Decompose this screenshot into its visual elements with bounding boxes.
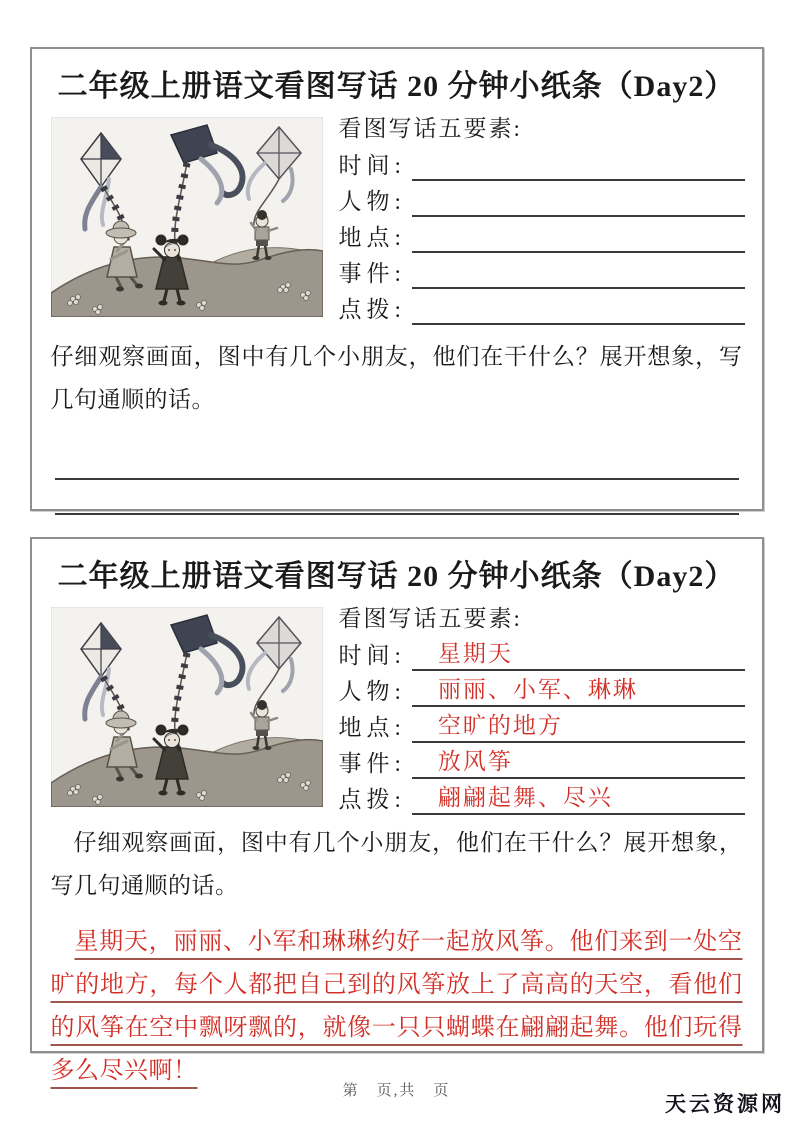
worksheet-card-answered: [30, 537, 764, 1084]
field-row-people: [339, 671, 745, 707]
field-label-time: 时间:: [338, 643, 406, 668]
field-input-line-hint[interactable]: [412, 293, 745, 325]
field-input-line-hint[interactable]: [412, 783, 745, 815]
field-label-hint: 点拨:: [338, 787, 406, 812]
field-input-line-time[interactable]: [412, 639, 745, 671]
field-row-time: [339, 145, 745, 181]
field-input-line-event[interactable]: [412, 257, 745, 289]
card-content-row: [49, 603, 745, 815]
essentials-heading: 看图写话五要素:: [338, 606, 522, 631]
prompt-text: 仔细观察画面，图中有几个小朋友，他们在干什么？展开想象，写几句通顺的话。: [50, 344, 743, 412]
essentials-fields: [331, 603, 745, 815]
writing-line[interactable]: [55, 445, 739, 480]
field-label-hint: 点拨:: [338, 297, 406, 322]
field-label-people: 人物:: [338, 679, 406, 704]
card-title: 二年级上册语文看图写话 20 分钟小纸条（Day2）: [57, 70, 736, 103]
field-input-line-people[interactable]: [412, 185, 745, 217]
field-value-hint: 翩翩起舞、尽兴: [437, 785, 613, 810]
field-input-line-event[interactable]: [412, 747, 745, 779]
field-label-place: 地点:: [338, 225, 406, 250]
field-input-line-time[interactable]: [412, 149, 745, 181]
field-input-line-place[interactable]: [412, 711, 745, 743]
children-flying-kites-illustration: [51, 117, 323, 317]
field-row-place: [339, 217, 745, 253]
worksheet-card-blank: [30, 47, 764, 511]
prompt-text: 仔细观察画面，图中有几个小朋友，他们在干什么？展开想象，写几句通顺的话。: [50, 830, 743, 898]
writing-lines: [55, 445, 739, 550]
field-row-hint: [339, 289, 745, 325]
field-row-event: [339, 743, 745, 779]
field-input-line-people[interactable]: [412, 675, 745, 707]
field-label-time: 时间:: [338, 153, 406, 178]
answer-paragraph: 星期天，丽丽、小军和琳琳约好一起放风筝。他们来到一处空旷的地方，每个人都把自己到的风筝放上了高高的天空，看他们的风筝在空中飘呀飘的，就像一只只蝴蝶在翩翩起舞。他们玩得多么尽兴啊！: [50, 929, 743, 1084]
essentials-heading: 看图写话五要素:: [338, 116, 522, 141]
field-row-people: [339, 181, 745, 217]
card-content-row: [49, 113, 745, 325]
field-label-place: 地点:: [338, 715, 406, 740]
essentials-fields: [331, 113, 745, 325]
field-value-event: 放风筝: [437, 749, 513, 774]
field-value-people: 丽丽、小军、琳琳: [437, 677, 638, 702]
field-row-place: [339, 707, 745, 743]
card-title: 二年级上册语文看图写话 20 分钟小纸条（Day2）: [57, 560, 736, 593]
writing-line[interactable]: [55, 480, 739, 515]
field-row-event: [339, 253, 745, 289]
page-number-label: 第 页,共 页: [342, 1083, 451, 1099]
field-label-people: 人物:: [338, 189, 406, 214]
field-row-hint: [339, 779, 745, 815]
field-value-place: 空旷的地方: [437, 713, 563, 738]
watermark-text: 天云资源网: [665, 1093, 785, 1116]
field-row-time: [339, 635, 745, 671]
field-input-line-place[interactable]: [412, 221, 745, 253]
field-label-event: 事件:: [338, 261, 406, 286]
field-value-time: 星期天: [437, 641, 513, 666]
children-flying-kites-illustration: [51, 607, 323, 807]
field-label-event: 事件:: [338, 751, 406, 776]
